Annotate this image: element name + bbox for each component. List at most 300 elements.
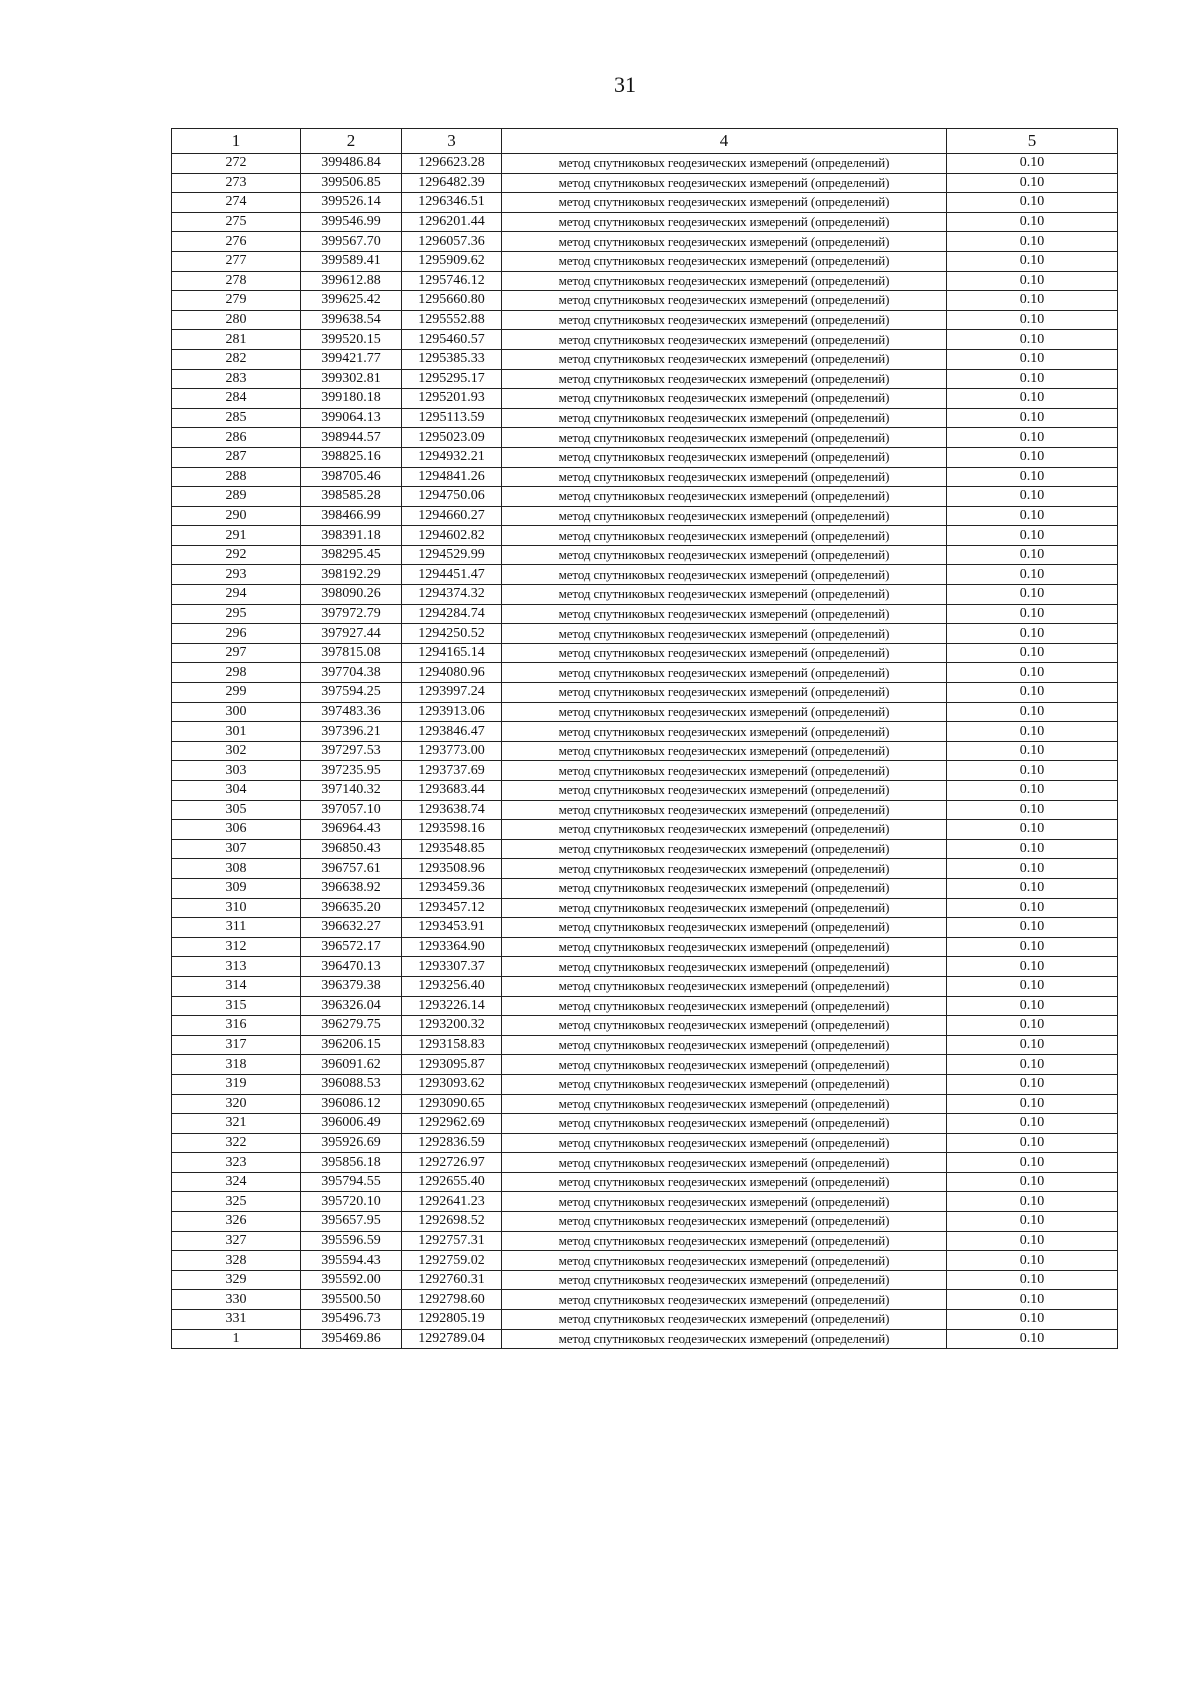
table-row: [172, 173, 1118, 193]
header-cell-5: 5: [947, 129, 1118, 154]
accuracy-cell: 0.10: [947, 1212, 1118, 1232]
table-row: [172, 643, 1118, 663]
accuracy-cell: 0.10: [947, 389, 1118, 409]
accuracy-cell: 0.10: [947, 683, 1118, 703]
table-header: [172, 129, 1118, 154]
accuracy-cell: 0.10: [947, 1114, 1118, 1134]
table-row: [172, 1055, 1118, 1075]
method-cell: метод спутниковых геодезических измерений (определений): [502, 271, 947, 291]
x-coordinate-cell: 399506.85: [301, 173, 402, 193]
x-coordinate-cell: 397396.21: [301, 722, 402, 742]
accuracy-cell: 0.10: [947, 1035, 1118, 1055]
point-number-cell: 281: [172, 330, 301, 350]
point-number-cell: 301: [172, 722, 301, 742]
y-coordinate-cell: 1292760.31: [402, 1270, 502, 1290]
accuracy-cell: 0.10: [947, 624, 1118, 644]
point-number-cell: 302: [172, 741, 301, 761]
accuracy-cell: 0.10: [947, 1231, 1118, 1251]
table-row: [172, 1172, 1118, 1192]
point-number-cell: 308: [172, 859, 301, 879]
table-row: [172, 193, 1118, 213]
point-number-cell: 317: [172, 1035, 301, 1055]
method-cell: метод спутниковых геодезических измерений (определений): [502, 1310, 947, 1330]
y-coordinate-cell: 1295385.33: [402, 349, 502, 369]
y-coordinate-cell: 1292698.52: [402, 1212, 502, 1232]
method-cell: метод спутниковых геодезических измерений (определений): [502, 683, 947, 703]
point-number-cell: 272: [172, 154, 301, 174]
method-cell: метод спутниковых геодезических измерений (определений): [502, 820, 947, 840]
accuracy-cell: 0.10: [947, 839, 1118, 859]
x-coordinate-cell: 398944.57: [301, 428, 402, 448]
y-coordinate-cell: 1294165.14: [402, 643, 502, 663]
table-row: [172, 1153, 1118, 1173]
header-cell-3: 3: [402, 129, 502, 154]
y-coordinate-cell: 1293508.96: [402, 859, 502, 879]
point-number-cell: 328: [172, 1251, 301, 1271]
x-coordinate-cell: 396638.92: [301, 878, 402, 898]
accuracy-cell: 0.10: [947, 820, 1118, 840]
table-row: [172, 1035, 1118, 1055]
accuracy-cell: 0.10: [947, 1094, 1118, 1114]
point-number-cell: 280: [172, 310, 301, 330]
point-number-cell: 273: [172, 173, 301, 193]
table-row: [172, 369, 1118, 389]
accuracy-cell: 0.10: [947, 1133, 1118, 1153]
accuracy-cell: 0.10: [947, 467, 1118, 487]
x-coordinate-cell: 395496.73: [301, 1310, 402, 1330]
point-number-cell: 279: [172, 291, 301, 311]
table-row: [172, 683, 1118, 703]
method-cell: метод спутниковых геодезических измерений (определений): [502, 349, 947, 369]
accuracy-cell: 0.10: [947, 193, 1118, 213]
accuracy-cell: 0.10: [947, 898, 1118, 918]
point-number-cell: 300: [172, 702, 301, 722]
x-coordinate-cell: 395500.50: [301, 1290, 402, 1310]
x-coordinate-cell: 397140.32: [301, 781, 402, 801]
accuracy-cell: 0.10: [947, 1329, 1118, 1349]
x-coordinate-cell: 399421.77: [301, 349, 402, 369]
accuracy-cell: 0.10: [947, 565, 1118, 585]
method-cell: метод спутниковых геодезических измерений (определений): [502, 1231, 947, 1251]
method-cell: метод спутниковых геодезических измерений (определений): [502, 154, 947, 174]
table-row: [172, 859, 1118, 879]
point-number-cell: 286: [172, 428, 301, 448]
method-cell: метод спутниковых геодезических измерений (определений): [502, 937, 947, 957]
method-cell: метод спутниковых геодезических измерений (определений): [502, 1055, 947, 1075]
accuracy-cell: 0.10: [947, 310, 1118, 330]
method-cell: метод спутниковых геодезических измерений (определений): [502, 1251, 947, 1271]
x-coordinate-cell: 399612.88: [301, 271, 402, 291]
method-cell: метод спутниковых геодезических измерений (определений): [502, 624, 947, 644]
y-coordinate-cell: 1292655.40: [402, 1172, 502, 1192]
x-coordinate-cell: 396470.13: [301, 957, 402, 977]
accuracy-cell: 0.10: [947, 1270, 1118, 1290]
accuracy-cell: 0.10: [947, 800, 1118, 820]
accuracy-cell: 0.10: [947, 173, 1118, 193]
point-number-cell: 304: [172, 781, 301, 801]
x-coordinate-cell: 399180.18: [301, 389, 402, 409]
point-number-cell: 323: [172, 1153, 301, 1173]
y-coordinate-cell: 1293457.12: [402, 898, 502, 918]
y-coordinate-cell: 1293913.06: [402, 702, 502, 722]
x-coordinate-cell: 399638.54: [301, 310, 402, 330]
table-row: [172, 251, 1118, 271]
table-row: [172, 741, 1118, 761]
table-row: [172, 447, 1118, 467]
x-coordinate-cell: 396757.61: [301, 859, 402, 879]
y-coordinate-cell: 1293683.44: [402, 781, 502, 801]
x-coordinate-cell: 397815.08: [301, 643, 402, 663]
point-number-cell: 318: [172, 1055, 301, 1075]
point-number-cell: 288: [172, 467, 301, 487]
accuracy-cell: 0.10: [947, 408, 1118, 428]
table-row: [172, 1133, 1118, 1153]
method-cell: метод спутниковых геодезических измерений (определений): [502, 330, 947, 350]
table-row: [172, 839, 1118, 859]
accuracy-cell: 0.10: [947, 702, 1118, 722]
accuracy-cell: 0.10: [947, 1016, 1118, 1036]
x-coordinate-cell: 396088.53: [301, 1074, 402, 1094]
x-coordinate-cell: 397297.53: [301, 741, 402, 761]
point-number-cell: 291: [172, 526, 301, 546]
x-coordinate-cell: 396091.62: [301, 1055, 402, 1075]
point-number-cell: 285: [172, 408, 301, 428]
table-row: [172, 1114, 1118, 1134]
x-coordinate-cell: 399064.13: [301, 408, 402, 428]
x-coordinate-cell: 396632.27: [301, 918, 402, 938]
x-coordinate-cell: 396379.38: [301, 976, 402, 996]
table-row: [172, 271, 1118, 291]
method-cell: метод спутниковых геодезических измерений (определений): [502, 389, 947, 409]
y-coordinate-cell: 1293997.24: [402, 683, 502, 703]
y-coordinate-cell: 1293459.36: [402, 878, 502, 898]
table-row: [172, 957, 1118, 977]
table-row: [172, 1074, 1118, 1094]
accuracy-cell: 0.10: [947, 1251, 1118, 1271]
table-row: [172, 467, 1118, 487]
table-row: [172, 428, 1118, 448]
accuracy-cell: 0.10: [947, 1290, 1118, 1310]
method-cell: метод спутниковых геодезических измерений (определений): [502, 467, 947, 487]
table-row: [172, 996, 1118, 1016]
accuracy-cell: 0.10: [947, 369, 1118, 389]
y-coordinate-cell: 1294080.96: [402, 663, 502, 683]
point-number-cell: 278: [172, 271, 301, 291]
method-cell: метод спутниковых геодезических измерений (определений): [502, 545, 947, 565]
accuracy-cell: 0.10: [947, 291, 1118, 311]
method-cell: метод спутниковых геодезических измерений (определений): [502, 506, 947, 526]
x-coordinate-cell: 397235.95: [301, 761, 402, 781]
accuracy-cell: 0.10: [947, 154, 1118, 174]
table-row: [172, 526, 1118, 546]
table-row: [172, 1310, 1118, 1330]
point-number-cell: 322: [172, 1133, 301, 1153]
method-cell: метод спутниковых геодезических измерений (определений): [502, 565, 947, 585]
method-cell: метод спутниковых геодезических измерений (определений): [502, 1094, 947, 1114]
point-number-cell: 275: [172, 212, 301, 232]
x-coordinate-cell: 398391.18: [301, 526, 402, 546]
y-coordinate-cell: 1293638.74: [402, 800, 502, 820]
y-coordinate-cell: 1292759.02: [402, 1251, 502, 1271]
y-coordinate-cell: 1293307.37: [402, 957, 502, 977]
y-coordinate-cell: 1293200.32: [402, 1016, 502, 1036]
point-number-cell: 326: [172, 1212, 301, 1232]
method-cell: метод спутниковых геодезических измерений (определений): [502, 1016, 947, 1036]
y-coordinate-cell: 1294374.32: [402, 585, 502, 605]
method-cell: метод спутниковых геодезических измерений (определений): [502, 643, 947, 663]
table-row: [172, 1270, 1118, 1290]
method-cell: метод спутниковых геодезических измерений (определений): [502, 447, 947, 467]
point-number-cell: 1: [172, 1329, 301, 1349]
point-number-cell: 306: [172, 820, 301, 840]
accuracy-cell: 0.10: [947, 1192, 1118, 1212]
method-cell: метод спутниковых геодезических измерений (определений): [502, 369, 947, 389]
accuracy-cell: 0.10: [947, 663, 1118, 683]
y-coordinate-cell: 1296201.44: [402, 212, 502, 232]
y-coordinate-cell: 1292726.97: [402, 1153, 502, 1173]
point-number-cell: 289: [172, 487, 301, 507]
x-coordinate-cell: 399526.14: [301, 193, 402, 213]
y-coordinate-cell: 1293090.65: [402, 1094, 502, 1114]
x-coordinate-cell: 395794.55: [301, 1172, 402, 1192]
accuracy-cell: 0.10: [947, 643, 1118, 663]
table-row: [172, 330, 1118, 350]
accuracy-cell: 0.10: [947, 447, 1118, 467]
y-coordinate-cell: 1292836.59: [402, 1133, 502, 1153]
method-cell: метод спутниковых геодезических измерений (определений): [502, 526, 947, 546]
table-row: [172, 604, 1118, 624]
table-row: [172, 878, 1118, 898]
accuracy-cell: 0.10: [947, 918, 1118, 938]
x-coordinate-cell: 397972.79: [301, 604, 402, 624]
method-cell: метод спутниковых геодезических измерений (определений): [502, 878, 947, 898]
point-number-cell: 321: [172, 1114, 301, 1134]
y-coordinate-cell: 1292962.69: [402, 1114, 502, 1134]
method-cell: метод спутниковых геодезических измерений (определений): [502, 918, 947, 938]
accuracy-cell: 0.10: [947, 1153, 1118, 1173]
table-row: [172, 389, 1118, 409]
header-cell-1: 1: [172, 129, 301, 154]
method-cell: метод спутниковых геодезических измерений (определений): [502, 1212, 947, 1232]
y-coordinate-cell: 1293226.14: [402, 996, 502, 1016]
y-coordinate-cell: 1293598.16: [402, 820, 502, 840]
y-coordinate-cell: 1295660.80: [402, 291, 502, 311]
table-row: [172, 565, 1118, 585]
point-number-cell: 282: [172, 349, 301, 369]
x-coordinate-cell: 399546.99: [301, 212, 402, 232]
method-cell: метод спутниковых геодезических измерений (определений): [502, 193, 947, 213]
table-row: [172, 937, 1118, 957]
table-row: [172, 976, 1118, 996]
x-coordinate-cell: 398585.28: [301, 487, 402, 507]
method-cell: метод спутниковых геодезических измерений (определений): [502, 1290, 947, 1310]
table-row: [172, 154, 1118, 174]
header-cell-2: 2: [301, 129, 402, 154]
y-coordinate-cell: 1296057.36: [402, 232, 502, 252]
point-number-cell: 293: [172, 565, 301, 585]
x-coordinate-cell: 398825.16: [301, 447, 402, 467]
y-coordinate-cell: 1295909.62: [402, 251, 502, 271]
x-coordinate-cell: 395596.59: [301, 1231, 402, 1251]
accuracy-cell: 0.10: [947, 1055, 1118, 1075]
method-cell: метод спутниковых геодезических измерений (определений): [502, 212, 947, 232]
x-coordinate-cell: 398192.29: [301, 565, 402, 585]
y-coordinate-cell: 1295460.57: [402, 330, 502, 350]
point-number-cell: 305: [172, 800, 301, 820]
y-coordinate-cell: 1293093.62: [402, 1074, 502, 1094]
method-cell: метод спутниковых геодезических измерений (определений): [502, 996, 947, 1016]
x-coordinate-cell: 398090.26: [301, 585, 402, 605]
accuracy-cell: 0.10: [947, 604, 1118, 624]
x-coordinate-cell: 397594.25: [301, 683, 402, 703]
accuracy-cell: 0.10: [947, 251, 1118, 271]
accuracy-cell: 0.10: [947, 722, 1118, 742]
y-coordinate-cell: 1295023.09: [402, 428, 502, 448]
x-coordinate-cell: 396964.43: [301, 820, 402, 840]
table-row: [172, 487, 1118, 507]
point-number-cell: 292: [172, 545, 301, 565]
x-coordinate-cell: 396326.04: [301, 996, 402, 1016]
method-cell: метод спутниковых геодезических измерений (определений): [502, 702, 947, 722]
y-coordinate-cell: 1296482.39: [402, 173, 502, 193]
method-cell: метод спутниковых геодезических измерений (определений): [502, 1114, 947, 1134]
point-number-cell: 276: [172, 232, 301, 252]
y-coordinate-cell: 1294750.06: [402, 487, 502, 507]
x-coordinate-cell: 397483.36: [301, 702, 402, 722]
y-coordinate-cell: 1294841.26: [402, 467, 502, 487]
y-coordinate-cell: 1292641.23: [402, 1192, 502, 1212]
y-coordinate-cell: 1293737.69: [402, 761, 502, 781]
point-number-cell: 329: [172, 1270, 301, 1290]
x-coordinate-cell: 396635.20: [301, 898, 402, 918]
table-row: [172, 663, 1118, 683]
method-cell: метод спутниковых геодезических измерений (определений): [502, 1329, 947, 1349]
x-coordinate-cell: 398466.99: [301, 506, 402, 526]
accuracy-cell: 0.10: [947, 349, 1118, 369]
x-coordinate-cell: 399589.41: [301, 251, 402, 271]
method-cell: метод спутниковых геодезических измерений (определений): [502, 1192, 947, 1212]
accuracy-cell: 0.10: [947, 996, 1118, 1016]
accuracy-cell: 0.10: [947, 878, 1118, 898]
table-row: [172, 1192, 1118, 1212]
point-number-cell: 307: [172, 839, 301, 859]
x-coordinate-cell: 397704.38: [301, 663, 402, 683]
accuracy-cell: 0.10: [947, 545, 1118, 565]
table-row: [172, 918, 1118, 938]
x-coordinate-cell: 397927.44: [301, 624, 402, 644]
method-cell: метод спутниковых геодезических измерений (определений): [502, 232, 947, 252]
x-coordinate-cell: 395720.10: [301, 1192, 402, 1212]
x-coordinate-cell: 395657.95: [301, 1212, 402, 1232]
method-cell: метод спутниковых геодезических измерений (определений): [502, 761, 947, 781]
table-row: [172, 1329, 1118, 1349]
method-cell: метод спутниковых геодезических измерений (определений): [502, 898, 947, 918]
x-coordinate-cell: 396850.43: [301, 839, 402, 859]
point-number-cell: 320: [172, 1094, 301, 1114]
y-coordinate-cell: 1295746.12: [402, 271, 502, 291]
accuracy-cell: 0.10: [947, 487, 1118, 507]
table-row: [172, 1094, 1118, 1114]
method-cell: метод спутниковых геодезических измерений (определений): [502, 1270, 947, 1290]
table-row: [172, 1212, 1118, 1232]
point-number-cell: 287: [172, 447, 301, 467]
point-number-cell: 315: [172, 996, 301, 1016]
method-cell: метод спутниковых геодезических измерений (определений): [502, 741, 947, 761]
accuracy-cell: 0.10: [947, 741, 1118, 761]
accuracy-cell: 0.10: [947, 1074, 1118, 1094]
accuracy-cell: 0.10: [947, 526, 1118, 546]
table-row: [172, 820, 1118, 840]
coordinates-table: [171, 128, 1118, 1349]
method-cell: метод спутниковых геодезических измерений (определений): [502, 487, 947, 507]
accuracy-cell: 0.10: [947, 212, 1118, 232]
y-coordinate-cell: 1292757.31: [402, 1231, 502, 1251]
x-coordinate-cell: 396572.17: [301, 937, 402, 957]
y-coordinate-cell: 1294602.82: [402, 526, 502, 546]
x-coordinate-cell: 395926.69: [301, 1133, 402, 1153]
method-cell: метод спутниковых геодезических измерений (определений): [502, 1035, 947, 1055]
table-row: [172, 1016, 1118, 1036]
table-row: [172, 408, 1118, 428]
y-coordinate-cell: 1296623.28: [402, 154, 502, 174]
point-number-cell: 277: [172, 251, 301, 271]
y-coordinate-cell: 1292805.19: [402, 1310, 502, 1330]
point-number-cell: 319: [172, 1074, 301, 1094]
x-coordinate-cell: 399567.70: [301, 232, 402, 252]
method-cell: метод спутниковых геодезических измерений (определений): [502, 604, 947, 624]
method-cell: метод спутниковых геодезических измерений (определений): [502, 585, 947, 605]
table-row: [172, 702, 1118, 722]
point-number-cell: 294: [172, 585, 301, 605]
accuracy-cell: 0.10: [947, 232, 1118, 252]
x-coordinate-cell: 399302.81: [301, 369, 402, 389]
page-number: 31: [614, 72, 636, 97]
point-number-cell: 311: [172, 918, 301, 938]
x-coordinate-cell: 396279.75: [301, 1016, 402, 1036]
method-cell: метод спутниковых геодезических измерений (определений): [502, 1074, 947, 1094]
table-row: [172, 624, 1118, 644]
point-number-cell: 298: [172, 663, 301, 683]
table-row: [172, 781, 1118, 801]
x-coordinate-cell: 395856.18: [301, 1153, 402, 1173]
point-number-cell: 324: [172, 1172, 301, 1192]
accuracy-cell: 0.10: [947, 781, 1118, 801]
method-cell: метод спутниковых геодезических измерений (определений): [502, 1153, 947, 1173]
y-coordinate-cell: 1294932.21: [402, 447, 502, 467]
table-body: [172, 154, 1118, 1349]
point-number-cell: 290: [172, 506, 301, 526]
accuracy-cell: 0.10: [947, 761, 1118, 781]
y-coordinate-cell: 1293548.85: [402, 839, 502, 859]
table-row: [172, 349, 1118, 369]
y-coordinate-cell: 1295113.59: [402, 408, 502, 428]
table-row: [172, 585, 1118, 605]
x-coordinate-cell: 398295.45: [301, 545, 402, 565]
table-row: [172, 800, 1118, 820]
x-coordinate-cell: 396006.49: [301, 1114, 402, 1134]
accuracy-cell: 0.10: [947, 428, 1118, 448]
method-cell: метод спутниковых геодезических измерений (определений): [502, 781, 947, 801]
method-cell: метод спутниковых геодезических измерений (определений): [502, 1133, 947, 1153]
point-number-cell: 314: [172, 976, 301, 996]
table-row: [172, 212, 1118, 232]
accuracy-cell: 0.10: [947, 506, 1118, 526]
y-coordinate-cell: 1295295.17: [402, 369, 502, 389]
method-cell: метод спутниковых геодезических измерений (определений): [502, 663, 947, 683]
x-coordinate-cell: 395592.00: [301, 1270, 402, 1290]
accuracy-cell: 0.10: [947, 957, 1118, 977]
method-cell: метод спутниковых геодезических измерений (определений): [502, 310, 947, 330]
